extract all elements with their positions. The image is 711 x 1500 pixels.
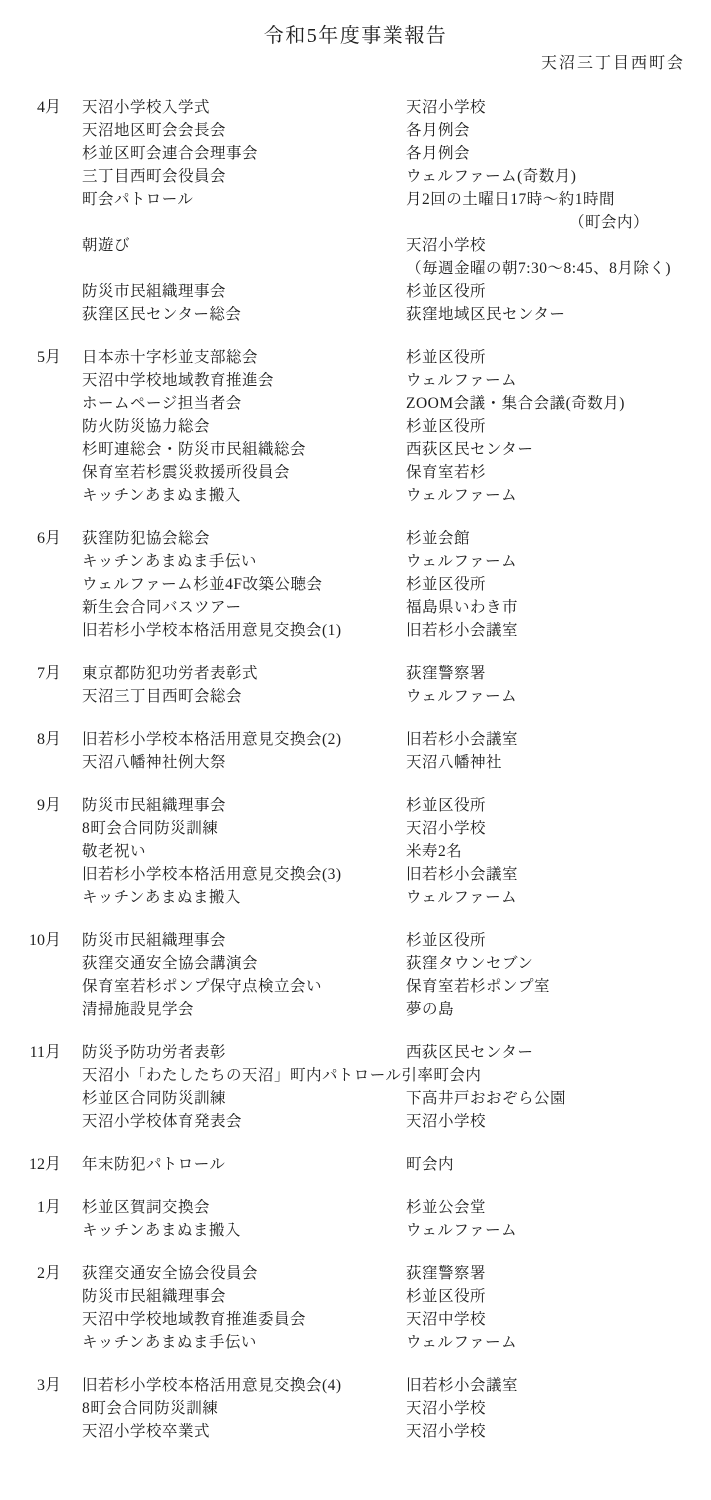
activity-cell: 保育室若杉ポンプ保守点検立会い [82, 978, 323, 995]
activity-cell [82, 211, 406, 234]
location-cell: 月2回の土曜日17時～約1時間 [406, 191, 616, 208]
activity-cell: 天沼八幡神社例大祭 [82, 754, 227, 771]
location-cell: ウェルファーム [406, 688, 518, 705]
location-cell: 天沼小学校 [406, 99, 487, 116]
month-section [0, 1041, 711, 1133]
table-row [82, 1331, 711, 1354]
month-rows [82, 1262, 711, 1354]
activity-cell: キッチンあまぬま搬入 [82, 889, 241, 906]
month-section [0, 929, 711, 1021]
activity-cell: ホームページ担当者会 [82, 395, 242, 412]
activity-cell: 防火防災協力総会 [82, 418, 211, 435]
activity-cell: 旧若杉小学校本格活用意見交換会(4) [82, 1377, 342, 1394]
month-label: 7月 [36, 665, 61, 682]
month-label: 2月 [36, 1265, 61, 1282]
table-row [82, 369, 711, 392]
month-label: 8月 [36, 731, 61, 748]
activity-cell: 三丁目西町会役員会 [82, 168, 227, 185]
activity-cell: 新生会合同バスツアー [82, 599, 242, 616]
table-row [82, 794, 711, 817]
table-row [82, 1041, 711, 1064]
month-section [0, 1374, 711, 1443]
activity-cell: 旧若杉小学校本格活用意見交換会(3) [82, 866, 342, 883]
activity-cell: 町会パトロール [82, 191, 194, 208]
location-cell: 杉並公会堂 [406, 1199, 487, 1216]
table-row [82, 1285, 711, 1308]
activity-cell: キッチンあまぬま手伝い [82, 553, 257, 570]
month-rows [82, 1374, 711, 1443]
table-row [82, 1262, 711, 1285]
page-title: 令和5年度事業報告 [263, 25, 448, 47]
activity-cell: 年末防犯パトロール [82, 1156, 226, 1173]
table-row [82, 685, 711, 708]
activity-cell: 敬老祝い [82, 843, 147, 860]
location-cell: ウェルファーム(奇数月) [406, 168, 577, 185]
table-row [82, 662, 711, 685]
table-row [82, 886, 711, 909]
location-cell: 町会内 [406, 1156, 455, 1173]
location-cell: 旧若杉小会議室 [406, 622, 519, 639]
location-cell: 保育室若杉 [406, 464, 487, 481]
table-row [82, 142, 711, 165]
location-cell: ウェルファーム [406, 553, 518, 570]
month-label: 11月 [29, 1044, 61, 1061]
location-cell: 保育室若杉ポンプ室 [406, 978, 551, 995]
organization-name: 天沼三丁目西町会 [540, 55, 685, 72]
activity-cell: 荻窪交通安全協会役員会 [82, 1265, 259, 1282]
activity-cell: 荻窪防犯協会総会 [82, 530, 211, 547]
activity-cell: 防災予防功労者表彰 [82, 1044, 227, 1061]
activity-cell: 日本赤十字杉並支部総会 [82, 349, 259, 366]
month-label: 12月 [28, 1156, 61, 1173]
activity-cell: 旧若杉小学校本格活用意見交換会(1) [82, 622, 342, 639]
activity-cell: 旧若杉小学校本格活用意見交換会(2) [82, 731, 342, 748]
table-row [82, 817, 711, 840]
location-cell: ウェルファーム [406, 889, 518, 906]
table-row [82, 1374, 711, 1397]
activity-cell: 天沼地区町会会長会 [82, 122, 227, 139]
table-row [82, 1153, 711, 1176]
month-rows [82, 794, 711, 909]
table-row [82, 188, 711, 211]
location-cell: 荻窪地域区民センター [406, 306, 566, 323]
location-cell: 町会内 [433, 1067, 482, 1084]
location-cell: 杉並区役所 [406, 797, 487, 814]
table-row [82, 929, 711, 952]
table-row [82, 1308, 711, 1331]
table-row [82, 573, 711, 596]
month-section [0, 728, 711, 774]
table-row [82, 280, 711, 303]
location-cell: 旧若杉小会議室 [406, 731, 519, 748]
activity-cell: 防災市民組織理事会 [82, 797, 227, 814]
table-row [82, 96, 711, 119]
location-cell: 杉並区役所 [406, 932, 487, 949]
location-cell: 天沼小学校 [406, 820, 487, 837]
activity-cell [82, 257, 406, 280]
month-section [0, 1196, 711, 1242]
activity-cell: 保育室若杉震災救援所役員会 [82, 464, 291, 481]
table-row [82, 619, 711, 642]
table-row [82, 234, 711, 257]
month-rows [82, 346, 711, 507]
activity-cell: 天沼小学校入学式 [82, 99, 211, 116]
location-cell: （町会内） [569, 214, 650, 231]
activity-cell: 清掃施設見学会 [82, 1001, 195, 1018]
location-cell: 天沼小学校 [406, 1113, 487, 1130]
activity-cell: 天沼中学校地域教育推進委員会 [82, 1311, 307, 1328]
location-cell: ウェルファーム [406, 372, 518, 389]
location-cell: 各月例会 [406, 145, 471, 162]
month-rows [82, 728, 711, 774]
table-row [82, 165, 711, 188]
month-label: 1月 [36, 1199, 61, 1216]
table-row [82, 438, 711, 461]
activity-cell: 防災市民組織理事会 [82, 1288, 227, 1305]
month-section [0, 794, 711, 909]
table-row [82, 550, 711, 573]
location-cell: ZOOM会議・集合会議(奇数月) [406, 395, 625, 412]
location-cell: 荻窪タウンセブン [406, 955, 534, 972]
month-label: 9月 [36, 797, 61, 814]
table-row [82, 119, 711, 142]
month-label: 6月 [36, 530, 61, 547]
month-section [0, 1262, 711, 1354]
table-row [82, 1420, 711, 1443]
activity-cell: 杉町連総会・防災市民組織総会 [82, 441, 307, 458]
table-row [82, 1219, 711, 1242]
location-cell: 各月例会 [406, 122, 471, 139]
month-rows [82, 662, 711, 708]
location-cell: 荻窪警察署 [406, 665, 487, 682]
location-cell: 旧若杉小会議室 [406, 1377, 519, 1394]
location-cell: 天沼八幡神社 [406, 754, 503, 771]
table-row [82, 257, 711, 280]
location-cell: 荻窪警察署 [406, 1265, 487, 1282]
location-cell: 杉並区役所 [406, 283, 487, 300]
month-label: 5月 [36, 349, 61, 366]
location-cell: 夢の島 [406, 1001, 455, 1018]
activity-cell: 杉並区賀詞交換会 [82, 1199, 211, 1216]
month-section [0, 662, 711, 708]
month-rows [82, 929, 711, 1021]
table-row [82, 303, 711, 326]
table-row [82, 1397, 711, 1420]
location-cell: ウェルファーム [406, 1222, 518, 1239]
location-cell: 天沼小学校 [406, 1423, 487, 1440]
activity-cell: キッチンあまぬま搬入 [82, 1222, 241, 1239]
table-row [82, 1196, 711, 1219]
table-row [82, 728, 711, 751]
activity-cell: キッチンあまぬま手伝い [82, 1334, 257, 1351]
table-row [82, 415, 711, 438]
location-cell: 天沼中学校 [406, 1311, 487, 1328]
table-row [82, 1110, 711, 1133]
table-row [82, 484, 711, 507]
table-row [82, 596, 711, 619]
location-cell: 下高井戸おおぞら公園 [406, 1090, 567, 1107]
table-row [82, 392, 711, 415]
month-rows [82, 527, 711, 642]
activity-cell: ウェルファーム杉並4F改築公聴会 [82, 576, 323, 593]
table-row [82, 1087, 711, 1110]
table-row [82, 751, 711, 774]
report-body [0, 96, 711, 1463]
month-section [0, 527, 711, 642]
month-section [0, 96, 711, 326]
table-row [82, 840, 711, 863]
activity-cell: 防災市民組織理事会 [82, 932, 227, 949]
location-cell: 西荻区民センター [406, 1044, 534, 1061]
activity-cell: 杉並区町会連合会理事会 [82, 145, 259, 162]
location-cell: 杉並区役所 [406, 349, 487, 366]
month-rows [82, 96, 711, 326]
activity-cell: 朝遊び [82, 237, 131, 254]
table-row [82, 211, 711, 234]
month-rows [82, 1041, 711, 1133]
month-label: 3月 [36, 1377, 61, 1394]
month-rows [82, 1153, 711, 1176]
table-row [82, 1064, 711, 1087]
month-label: 4月 [36, 99, 61, 116]
activity-cell: 天沼小学校卒業式 [82, 1423, 211, 1440]
location-cell: ウェルファーム [406, 1334, 518, 1351]
location-cell: 杉並区役所 [406, 1288, 487, 1305]
activity-cell: 天沼三丁目西町会総会 [82, 688, 243, 705]
location-cell: 杉並区役所 [406, 418, 487, 435]
table-row [82, 952, 711, 975]
month-section [0, 346, 711, 507]
month-section [0, 1153, 711, 1176]
activity-cell: 天沼小「わたしたちの天沼」町内パトロール引率 [82, 1067, 434, 1084]
table-row [82, 998, 711, 1021]
activity-cell: 8町会合同防災訓練 [82, 1400, 219, 1417]
location-cell: ウェルファーム [406, 487, 518, 504]
location-cell: 天沼小学校 [406, 1400, 487, 1417]
month-label: 10月 [28, 932, 61, 949]
location-cell: 天沼小学校 [406, 237, 487, 254]
table-row [82, 975, 711, 998]
activity-cell: 東京都防犯功労者表彰式 [82, 665, 259, 682]
location-cell: （毎週金曜の朝7:30～8:45、8月除く) [406, 260, 672, 277]
location-cell: 杉並区役所 [406, 576, 487, 593]
activity-cell: 荻窪交通安全協会講演会 [82, 955, 259, 972]
activity-cell: 荻窪区民センター総会 [82, 306, 242, 323]
month-rows [82, 1196, 711, 1242]
activity-cell: 8町会合同防災訓練 [82, 820, 219, 837]
location-cell: 杉並会館 [406, 530, 471, 547]
location-cell: 福島県いわき市 [406, 599, 519, 616]
table-row [82, 863, 711, 886]
activity-cell: 防災市民組織理事会 [82, 283, 227, 300]
activity-cell: 天沼小学校体育発表会 [82, 1113, 243, 1130]
location-cell: 西荻区民センター [406, 441, 534, 458]
activity-cell: 天沼中学校地域教育推進会 [82, 372, 275, 389]
table-row [82, 346, 711, 369]
activity-cell: 杉並区合同防災訓練 [82, 1090, 227, 1107]
location-cell: 米寿2名 [406, 843, 463, 860]
activity-cell: キッチンあまぬま搬入 [82, 487, 241, 504]
location-cell: 旧若杉小会議室 [406, 866, 519, 883]
table-row [82, 461, 711, 484]
table-row [82, 527, 711, 550]
